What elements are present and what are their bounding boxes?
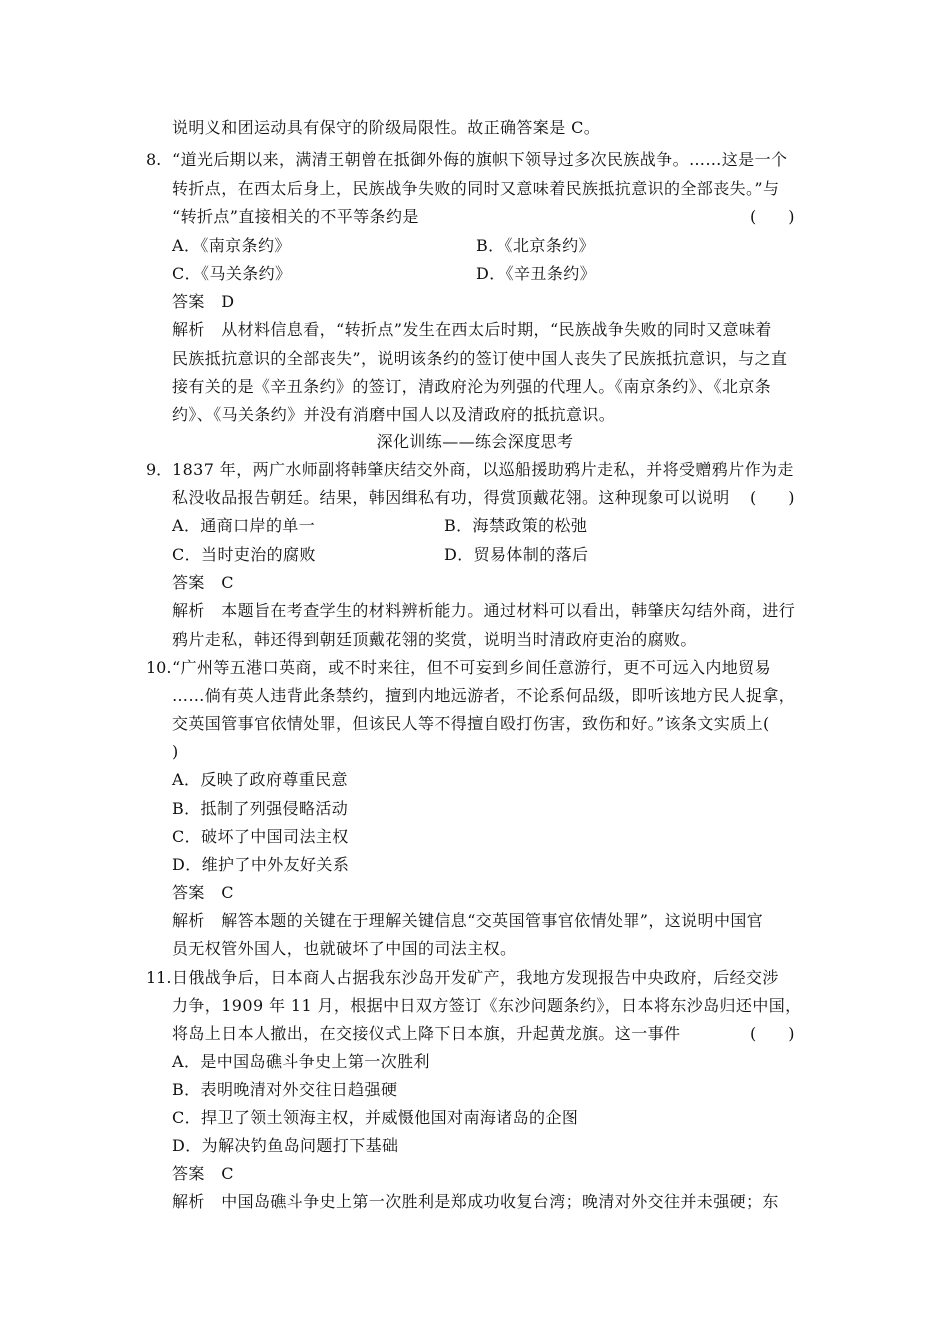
q9-stem-line: 1837 年，两广水师副将韩肇庆结交外商，以巡船援助鸦片走私，并将受赠鸦片作为走 bbox=[172, 460, 794, 479]
q9-answer: 答案 C bbox=[172, 573, 234, 592]
q11-number: 11. bbox=[146, 968, 172, 987]
q8-option-d: D．《辛丑条约》 bbox=[476, 264, 597, 283]
q8-explanation-line: 民族抵抗意识的全部丧失”，说明该条约的签订使中国人丧失了民族抵抗意识，与之直 bbox=[172, 349, 788, 368]
q11-option-c: C．捍卫了领土领海主权，并威慑他国对南海诸岛的企图 bbox=[172, 1108, 579, 1127]
q11-answer-paren: ( ) bbox=[750, 1024, 795, 1043]
q8-explanation-line: 接有关的是《辛丑条约》的签订，清政府沦为列强的代理人。《南京条约》、《北京条 bbox=[172, 377, 772, 396]
q8-option-a: A．《南京条约》 bbox=[172, 236, 291, 255]
q10-explanation-line: 解析 解答本题的关键在于理解关键信息“交英国管事官依情处罪”，这说明中国官 bbox=[172, 911, 764, 930]
q11-explanation-line: 解析 中国岛礁斗争史上第一次胜利是郑成功收复台湾；晚清对外交往并未强硬；东 bbox=[172, 1192, 779, 1211]
q10-option-c: C．破坏了中国司法主权 bbox=[172, 827, 349, 846]
q10-number: 10. bbox=[146, 658, 172, 677]
q9-option-c: C．当时吏治的腐败 bbox=[172, 545, 316, 564]
q10-option-d: D．维护了中外友好关系 bbox=[172, 855, 350, 874]
q9-option-d: D．贸易体制的落后 bbox=[444, 545, 589, 564]
q10-answer: 答案 C bbox=[172, 883, 234, 902]
q11-answer: 答案 C bbox=[172, 1164, 234, 1183]
q8-answer-paren: ( ) bbox=[750, 207, 795, 226]
q8-number: 8. bbox=[146, 150, 162, 169]
q11-stem-line: 将岛上日本人撤出，在交接仪式上降下日本旗，升起黄龙旗。这一事件 bbox=[172, 1024, 681, 1043]
q11-option-b: B．表明晚清对外交往日趋强硬 bbox=[172, 1080, 398, 1099]
q10-stem-line: 交英国管事官依情处罪，但该民人等不得擅自殴打伤害，致伤和好。”该条文实质上( bbox=[172, 714, 770, 733]
q10-stem-line: ) bbox=[172, 742, 179, 761]
q8-stem-line: “道光后期以来，满清王朝曾在抵御外侮的旗帜下领导过多次民族战争。……这是一个 bbox=[172, 150, 788, 169]
q11-option-a: A．是中国岛礁斗争史上第一次胜利 bbox=[172, 1052, 430, 1071]
intro-text: 说明义和团运动具有保守的阶级局限性。故正确答案是 C。 bbox=[172, 118, 601, 137]
q9-explanation-line: 鸦片走私，韩还得到朝廷顶戴花翎的奖赏，说明当时清政府吏治的腐败。 bbox=[172, 630, 697, 649]
q8-stem-line: “转折点”直接相关的不平等条约是 bbox=[172, 207, 419, 226]
q11-option-d: D．为解决钓鱼岛问题打下基础 bbox=[172, 1136, 399, 1155]
q10-option-b: B．抵制了列强侵略活动 bbox=[172, 799, 349, 818]
q11-stem-line: 日俄战争后，日本商人占据我东沙岛开发矿产，我地方发现报告中央政府，后经交涉 bbox=[172, 968, 779, 987]
section-title: 深化训练——练会深度思考 bbox=[376, 432, 574, 451]
q10-explanation-line: 员无权管外国人，也就破坏了中国的司法主权。 bbox=[172, 939, 517, 958]
q9-number: 9． bbox=[146, 460, 173, 479]
q9-explanation-line: 解析 本题旨在考查学生的材料辨析能力。通过材料可以看出，韩肇庆勾结外商，进行 bbox=[172, 601, 796, 620]
q8-answer: 答案 D bbox=[172, 292, 235, 311]
q9-option-b: B．海禁政策的松弛 bbox=[444, 516, 588, 535]
q8-explanation-line: 解析 从材料信息看，“转折点”发生在西太后时期，“民族战争失败的同时又意味着 bbox=[172, 320, 772, 339]
q9-stem-line: 私没收品报告朝廷。结果，韩因缉私有功，得赏顶戴花翎。这种现象可以说明 bbox=[172, 488, 730, 507]
q10-stem-line: “广州等五港口英商，或不时来往，但不可妄到乡间任意游行，更不可远入内地贸易 bbox=[172, 658, 771, 677]
q8-option-b: B．《北京条约》 bbox=[476, 236, 595, 255]
q8-explanation-line: 约》、《马关条约》并没有消磨中国人以及清政府的抵抗意识。 bbox=[172, 405, 616, 424]
q10-option-a: A．反映了政府尊重民意 bbox=[172, 770, 348, 789]
q8-stem-line: 转折点，在西太后身上，民族战争失败的同时又意味着民族抵抗意识的全部丧失。”与 bbox=[172, 179, 780, 198]
q9-answer-paren: ( ) bbox=[750, 488, 795, 507]
q11-stem-line: 力争，1909 年 11 月，根据中日双方签订《东沙问题条约》，日本将东沙岛归还中国， bbox=[172, 996, 802, 1015]
q9-option-a: A．通商口岸的单一 bbox=[172, 516, 316, 535]
q10-stem-line: ……倘有英人违背此条禁约，擅到内地远游者，不论系何品级，即听该地方民人捉拿， bbox=[172, 686, 796, 705]
q8-option-c: C．《马关条约》 bbox=[172, 264, 292, 283]
